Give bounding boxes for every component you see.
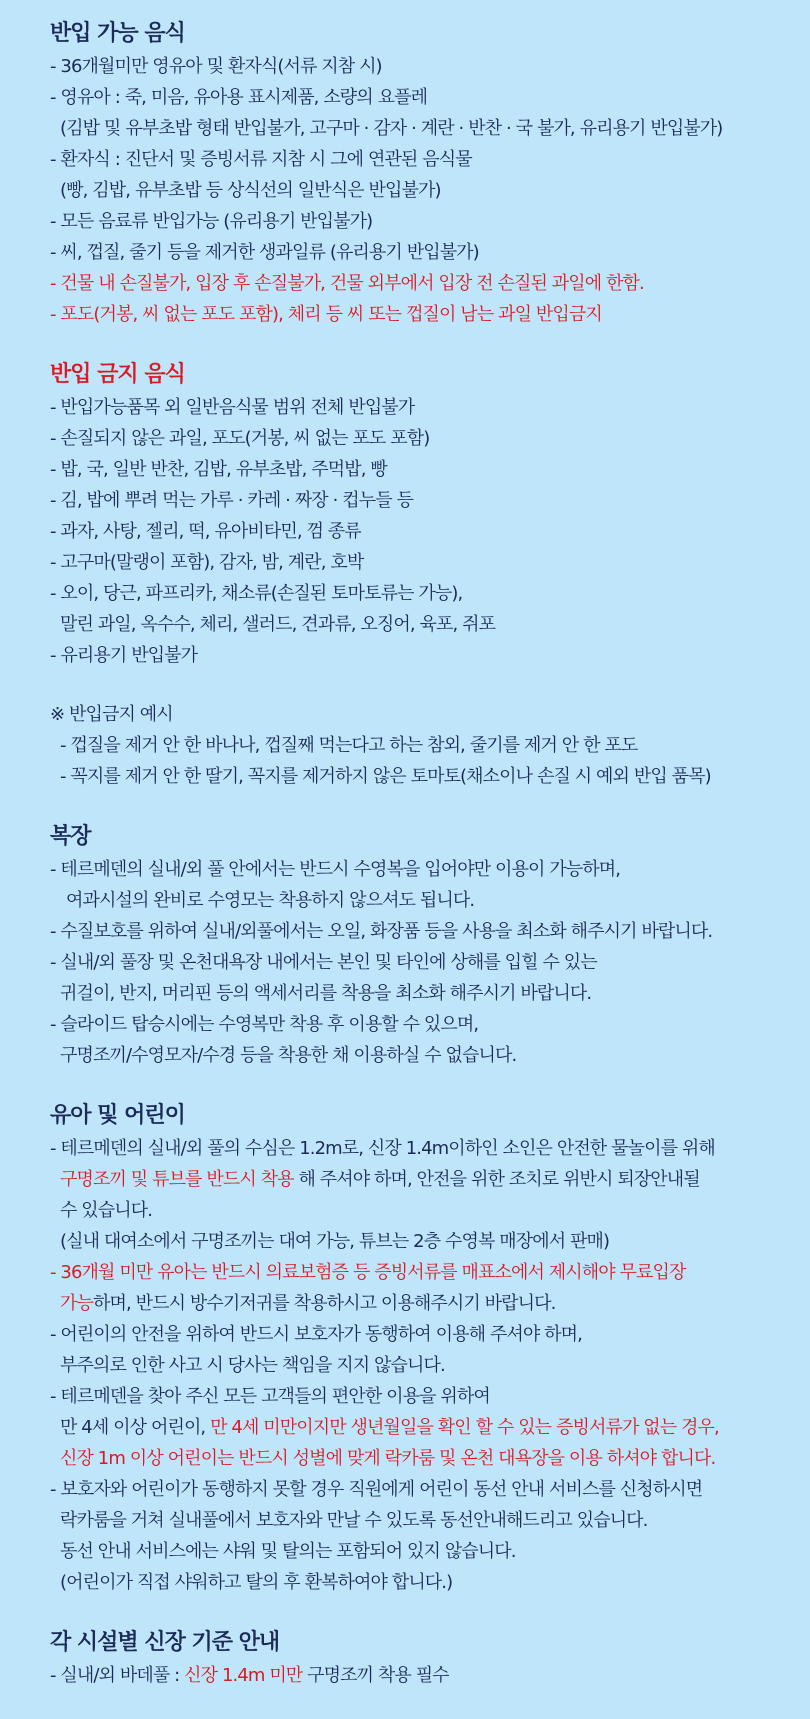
text-line	[50, 1536, 790, 1567]
highlight-text: - 36개월 미만 유아는 반드시 의료보험증 등 증빙서류를 매표소에서 제시해야 무료입장	[50, 1262, 686, 1283]
section-heading: 복장	[50, 824, 91, 849]
body-text: (실내 대여소에서 구명조끼는 대여 가능, 튜브는 2층 수영복 매장에서 판매)	[60, 1231, 610, 1252]
text-line	[50, 916, 790, 947]
text-line	[50, 1040, 790, 1071]
body-text: 해 주셔야 하며, 안전을 위한 조치로 위반시 퇴장안내될	[293, 1169, 700, 1190]
body-text: - 테르메덴을 찾아 주신 모든 고객들의 편안한 이용을 위하여	[50, 1386, 490, 1407]
text-line	[50, 51, 790, 82]
body-text: - 테르메덴의 실내/외 풀 안에서는 반드시 수영복을 입어야만 이용이 가능하며,	[50, 859, 621, 880]
body-text: - 실내/외 바데풀 :	[50, 1665, 185, 1686]
text-line	[50, 547, 790, 578]
text-line	[50, 454, 790, 485]
body-text: (어린이가 직접 샤워하고 탈의 후 환복하여야 합니다.)	[60, 1572, 453, 1593]
body-text: 부주의로 인한 사고 시 당사는 책임을 지지 않습니다.	[60, 1355, 445, 1376]
body-text: 귀걸이, 반지, 머리핀 등의 액세서리를 착용을 최소화 해주시기 바랍니다.	[60, 983, 592, 1004]
text-line	[50, 516, 790, 547]
text-line	[50, 1443, 790, 1474]
text-line	[50, 761, 790, 792]
body-text: - 씨, 껍질, 줄기 등을 제거한 생과일류 (유리용기 반입불가)	[50, 242, 479, 263]
body-text: - 테르메덴의 실내/외 풀의 수심은 1.2m로, 신장 1.4m이하인 소인은 안전한 물놀이를 위해	[50, 1138, 715, 1159]
body-text: ※ 반입금지 예시	[50, 704, 173, 725]
text-line	[50, 1412, 790, 1443]
body-text: 동선 안내 서비스에는 샤워 및 탈의는 포함되어 있지 않습니다.	[60, 1541, 516, 1562]
text-line	[50, 1505, 790, 1536]
body-text: 말린 과일, 옥수수, 체리, 샐러드, 견과류, 오징어, 육포, 쥐포	[60, 614, 496, 635]
body-text: 수 있습니다.	[60, 1200, 153, 1221]
text-line	[50, 1474, 790, 1505]
section	[50, 820, 790, 1071]
text-line	[50, 1350, 790, 1381]
body-text: 만 4세 이상 어린이,	[60, 1417, 211, 1438]
body-text: - 손질되지 않은 과일, 포도(거봉, 씨 없는 포도 포함)	[50, 428, 430, 449]
highlight-text: - 포도(거봉, 씨 없는 포도 포함), 체리 등 씨 또는 껍질이 남는 과일 반입금지	[50, 304, 602, 325]
body-text: - 어린이의 안전을 위하여 반드시 보호자가 동행하여 이용해 주셔야 하며,	[50, 1324, 582, 1345]
highlight-text: 구명조끼 및 튜브를 반드시 착용	[60, 1169, 294, 1190]
body-text: (김밥 및 유부초밥 형태 반입불가, 고구마 · 감자 · 계란 · 반찬 · 국 불가, 유리용기 반입불가)	[60, 118, 723, 139]
text-line	[50, 1164, 790, 1195]
text-line	[50, 609, 790, 640]
text-line	[50, 1133, 790, 1164]
text-line	[50, 1381, 790, 1412]
highlight-text: 신장 1m 이상 어린이는 반드시 성별에 맞게 락카룸 및 온천 대욕장을 이용 하셔야 합니다.	[60, 1448, 716, 1469]
text-line	[50, 1567, 790, 1598]
text-line	[50, 1319, 790, 1350]
text-line	[50, 175, 790, 206]
text-line	[50, 1660, 790, 1691]
text-line	[50, 423, 790, 454]
section	[50, 1626, 790, 1691]
body-text: 락카룸을 거쳐 실내풀에서 보호자와 만날 수 있도록 동선안내해드리고 있습니다.	[60, 1510, 648, 1531]
highlight-text: - 건물 내 손질불가, 입장 후 손질불가, 건물 외부에서 입장 전 손질된 과일에 한함.	[50, 273, 644, 294]
body-text: - 고구마(말랭이 포함), 감자, 밤, 계란, 호박	[50, 552, 364, 573]
section-heading: 반입 금지 음식	[50, 362, 185, 387]
body-text: - 유리용기 반입불가	[50, 645, 198, 666]
body-text: - 꼭지를 제거 안 한 딸기, 꼭지를 제거하지 않은 토마토(채소이나 손질 시 예외 반입 품목)	[60, 766, 711, 787]
section	[50, 699, 790, 792]
highlight-text: 가능	[60, 1293, 93, 1314]
body-text: - 오이, 당근, 파프리카, 채소류(손질된 토마토류는 가능),	[50, 583, 463, 604]
section-heading: 반입 가능 음식	[50, 21, 185, 46]
text-line	[50, 978, 790, 1009]
highlight-text: 신장 1.4m 미만	[184, 1665, 303, 1686]
body-text: - 껍질을 제거 안 한 바나나, 껍질째 먹는다고 하는 참외, 줄기를 제거 안 한 포도	[60, 735, 638, 756]
body-text: 여과시설의 완비로 수영모는 착용하지 않으셔도 됩니다.	[66, 890, 475, 911]
section	[50, 358, 790, 671]
body-text: - 과자, 사탕, 젤리, 떡, 유아비타민, 껌 종류	[50, 521, 361, 542]
body-text: 구명조끼/수영모자/수경 등을 착용한 채 이용하실 수 없습니다.	[60, 1045, 517, 1066]
section-heading: 유아 및 어린이	[50, 1103, 185, 1128]
body-text: 구명조끼 착용 필수	[302, 1665, 449, 1686]
text-line	[50, 82, 790, 113]
highlight-text: 만 4세 미만이지만 생년월일을 확인 할 수 있는 증빙서류가 없는 경우,	[210, 1417, 719, 1438]
body-text: - 36개월미만 영유아 및 환자식(서류 지참 시)	[50, 56, 382, 77]
body-text: - 실내/외 풀장 및 온천대욕장 내에서는 본인 및 타인에 상해를 입힐 수 있는	[50, 952, 597, 973]
text-line	[50, 1009, 790, 1040]
text-line	[50, 1226, 790, 1257]
text-line	[50, 730, 790, 761]
body-text: - 김, 밥에 뿌려 먹는 가루 · 카레 · 짜장 · 컵누들 등	[50, 490, 414, 511]
body-text: - 슬라이드 탑승시에는 수영복만 착용 후 이용할 수 있으며,	[50, 1014, 479, 1035]
body-text: - 반입가능품목 외 일반음식물 범위 전체 반입불가	[50, 397, 415, 418]
body-text: - 환자식 : 진단서 및 증빙서류 지참 시 그에 연관된 음식물	[50, 149, 472, 170]
text-line	[50, 1257, 790, 1288]
body-text: - 보호자와 어린이가 동행하지 못할 경우 직원에게 어린이 동선 안내 서비스를 신청하시면	[50, 1479, 703, 1500]
text-line	[50, 640, 790, 671]
notice-document	[50, 17, 790, 1719]
body-text: - 수질보호를 위하여 실내/외풀에서는 오일, 화장품 등을 사용을 최소화 해주시기 바랍니다.	[50, 921, 713, 942]
text-line	[50, 885, 790, 916]
text-line	[50, 854, 790, 885]
text-line	[50, 1195, 790, 1226]
text-line	[50, 299, 790, 330]
text-line	[50, 144, 790, 175]
text-line	[50, 268, 790, 299]
text-line	[50, 485, 790, 516]
body-text: - 밥, 국, 일반 반찬, 김밥, 유부초밥, 주먹밥, 빵	[50, 459, 387, 480]
section-heading: 각 시설별 신장 기준 안내	[50, 1630, 280, 1655]
text-line	[50, 578, 790, 609]
body-text: - 모든 음료류 반입가능 (유리용기 반입불가)	[50, 211, 373, 232]
body-text: 하며, 반드시 방수기저귀를 착용하시고 이용해주시기 바랍니다.	[92, 1293, 556, 1314]
text-line	[50, 392, 790, 423]
section	[50, 17, 790, 330]
text-line	[50, 699, 790, 730]
section	[50, 1099, 790, 1598]
text-line	[50, 1288, 790, 1319]
text-line	[50, 237, 790, 268]
body-text: - 영유아 : 죽, 미음, 유아용 표시제품, 소량의 요플레	[50, 87, 428, 108]
text-line	[50, 206, 790, 237]
body-text: (빵, 김밥, 유부초밥 등 상식선의 일반식은 반입불가)	[60, 180, 441, 201]
text-line	[50, 113, 790, 144]
text-line	[50, 947, 790, 978]
